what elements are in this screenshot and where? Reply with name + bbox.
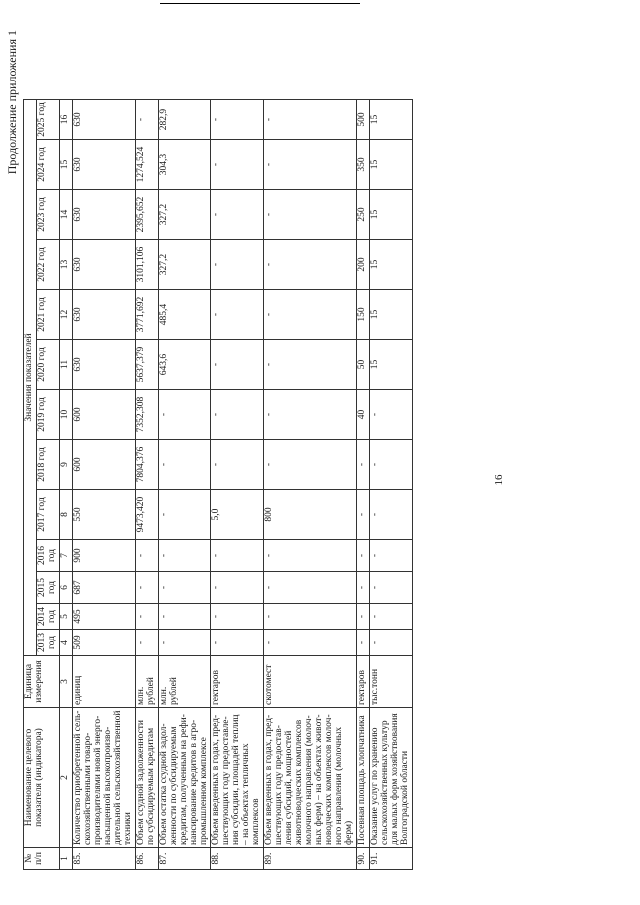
- value-cell: 1274,524: [135, 140, 158, 190]
- value-cell: 15: [370, 140, 413, 190]
- value-cell: 250: [357, 190, 370, 240]
- indicator-name: Объем введенных в годах, предшествующих году предоставления субсидии, площадей теплиц – на объектах тепличных комплексов: [211, 708, 264, 848]
- row-number: 86.: [135, 848, 158, 870]
- table-row: [158, 100, 211, 870]
- value-cell: -: [158, 390, 211, 440]
- value-cell: -: [211, 190, 264, 240]
- header-year: 2024 год: [36, 140, 59, 190]
- value-cell: 630: [72, 240, 135, 290]
- header-values-group: Значения показателей: [24, 100, 37, 656]
- rotated-page-content: [5, 30, 635, 870]
- value-cell: -: [211, 572, 264, 604]
- value-cell: -: [211, 340, 264, 390]
- value-cell: -: [370, 390, 413, 440]
- indicator-name: Объем остатка ссудной задолженности по субсидируемым кредитам, полученным на рефинансирование кредитов в агропромышленном комплексе: [158, 708, 211, 848]
- value-cell: -: [211, 630, 264, 656]
- value-cell: 2395,652: [135, 190, 158, 240]
- value-cell: -: [264, 540, 357, 572]
- table-row: [264, 100, 357, 870]
- value-cell: -: [158, 572, 211, 604]
- value-cell: 15: [370, 290, 413, 340]
- value-cell: -: [264, 140, 357, 190]
- value-cell: -: [264, 290, 357, 340]
- value-cell: 643,6: [158, 340, 211, 390]
- value-cell: -: [370, 572, 413, 604]
- unit-cell: гектаров: [211, 656, 264, 708]
- value-cell: -: [357, 630, 370, 656]
- value-cell: -: [357, 540, 370, 572]
- value-cell: -: [370, 604, 413, 630]
- header-col-number: 13: [59, 240, 72, 290]
- value-cell: 630: [72, 100, 135, 140]
- value-cell: -: [135, 540, 158, 572]
- value-cell: 687: [72, 572, 135, 604]
- value-cell: 7804,376: [135, 440, 158, 490]
- unit-cell: тыс.тонн: [370, 656, 413, 708]
- header-unit: Единица измерения: [24, 656, 60, 708]
- value-cell: -: [264, 572, 357, 604]
- value-cell: 15: [370, 190, 413, 240]
- header-year: 2022 год: [36, 240, 59, 290]
- value-cell: 630: [72, 340, 135, 390]
- value-cell: -: [264, 604, 357, 630]
- value-cell: -: [158, 630, 211, 656]
- value-cell: -: [158, 490, 211, 540]
- value-cell: -: [211, 540, 264, 572]
- header-year: 2016 год: [36, 540, 59, 572]
- value-cell: -: [264, 190, 357, 240]
- value-cell: 500: [357, 100, 370, 140]
- value-cell: 630: [72, 140, 135, 190]
- value-cell: -: [135, 572, 158, 604]
- top-rule: [160, 3, 360, 4]
- value-cell: -: [370, 540, 413, 572]
- header-col-number: 9: [59, 440, 72, 490]
- value-cell: 350: [357, 140, 370, 190]
- value-cell: 200: [357, 240, 370, 290]
- value-cell: -: [211, 290, 264, 340]
- value-cell: 600: [72, 440, 135, 490]
- indicator-name: Объем ссудной задолженности по субсидируемым кредитам: [135, 708, 158, 848]
- header-col-number: 1: [59, 848, 72, 870]
- unit-cell: скотомест: [264, 656, 357, 708]
- value-cell: 495: [72, 604, 135, 630]
- header-col-number: 10: [59, 390, 72, 440]
- value-cell: 509: [72, 630, 135, 656]
- row-number: 89.: [264, 848, 357, 870]
- continuation-label: Продолжение приложения 1: [5, 30, 19, 175]
- row-number: 87.: [158, 848, 211, 870]
- header-year: 2017 год: [36, 490, 59, 540]
- value-cell: -: [211, 604, 264, 630]
- table-row: [135, 100, 158, 870]
- value-cell: -: [158, 440, 211, 490]
- header-name: Наименование целевого показателя (индикатора): [24, 708, 60, 848]
- value-cell: -: [370, 630, 413, 656]
- value-cell: -: [357, 440, 370, 490]
- value-cell: 630: [72, 290, 135, 340]
- table-row: [370, 100, 413, 870]
- header-col-number: 2: [59, 708, 72, 848]
- header-col-number: 12: [59, 290, 72, 340]
- header-year: 2014 год: [36, 604, 59, 630]
- value-cell: -: [357, 490, 370, 540]
- value-cell: -: [211, 240, 264, 290]
- indicator-name: Количество приобретенной сельскохозяйственными товаропроизводителями новой энергонасыщенной высокопроизводительной сельскохозяйственной техники: [72, 708, 135, 848]
- value-cell: 50: [357, 340, 370, 390]
- value-cell: 15: [370, 240, 413, 290]
- value-cell: -: [357, 604, 370, 630]
- header-year: 2015 год: [36, 572, 59, 604]
- value-cell: 282,9: [158, 100, 211, 140]
- row-number: 90.: [357, 848, 370, 870]
- indicators-table: [23, 99, 413, 870]
- header-year: 2021 год: [36, 290, 59, 340]
- header-col-number: 3: [59, 656, 72, 708]
- value-cell: 5637,379: [135, 340, 158, 390]
- header-year: 2018 год: [36, 440, 59, 490]
- row-number: 88.: [211, 848, 264, 870]
- value-cell: -: [264, 340, 357, 390]
- value-cell: -: [135, 604, 158, 630]
- value-cell: 5,0: [211, 490, 264, 540]
- indicator-name: Посевная площадь хлопчатника: [357, 708, 370, 848]
- unit-cell: единиц: [72, 656, 135, 708]
- value-cell: 150: [357, 290, 370, 340]
- header-year: 2023 год: [36, 190, 59, 240]
- value-cell: -: [135, 630, 158, 656]
- header-year: 2013 год: [36, 630, 59, 656]
- value-cell: -: [211, 440, 264, 490]
- value-cell: 630: [72, 190, 135, 240]
- table-row: [72, 100, 135, 870]
- value-cell: 3771,692: [135, 290, 158, 340]
- header-col-number: 15: [59, 140, 72, 190]
- value-cell: -: [158, 604, 211, 630]
- unit-cell: гектаров: [357, 656, 370, 708]
- value-cell: -: [264, 630, 357, 656]
- value-cell: 304,3: [158, 140, 211, 190]
- value-cell: 7352,308: [135, 390, 158, 440]
- header-col-number: 14: [59, 190, 72, 240]
- value-cell: 15: [370, 340, 413, 390]
- header-col-number: 7: [59, 540, 72, 572]
- header-col-number: 11: [59, 340, 72, 390]
- value-cell: -: [357, 572, 370, 604]
- value-cell: 327,2: [158, 240, 211, 290]
- row-number: 85.: [72, 848, 135, 870]
- value-cell: 600: [72, 390, 135, 440]
- value-cell: 15: [370, 100, 413, 140]
- value-cell: 800: [264, 490, 357, 540]
- value-cell: -: [370, 490, 413, 540]
- row-number: 91.: [370, 848, 413, 870]
- value-cell: 900: [72, 540, 135, 572]
- value-cell: -: [264, 100, 357, 140]
- value-cell: 550: [72, 490, 135, 540]
- value-cell: 327,2: [158, 190, 211, 240]
- header-year: 2025 год: [36, 100, 59, 140]
- value-cell: -: [158, 540, 211, 572]
- header-num: № п/п: [24, 848, 60, 870]
- value-cell: 485,4: [158, 290, 211, 340]
- value-cell: -: [211, 100, 264, 140]
- value-cell: 40: [357, 390, 370, 440]
- value-cell: 3101,106: [135, 240, 158, 290]
- value-cell: -: [135, 100, 158, 140]
- value-cell: -: [264, 240, 357, 290]
- table-row: [357, 100, 370, 870]
- value-cell: 9473,420: [135, 490, 158, 540]
- unit-cell: млн. рублей: [158, 656, 211, 708]
- unit-cell: млн. рублей: [135, 656, 158, 708]
- header-col-number: 5: [59, 604, 72, 630]
- header-year: 2019 год: [36, 390, 59, 440]
- table-row: [211, 100, 264, 870]
- indicator-name: Объем введенных в годах, предшествующих году предоставления субсидий, мощностей животноводческих комплексов молочного направления (молочных ферм) – на объектах животноводческих комплексов молочного направления (молочных ферм): [264, 708, 357, 848]
- value-cell: -: [370, 440, 413, 490]
- header-col-number: 4: [59, 630, 72, 656]
- value-cell: -: [211, 390, 264, 440]
- header-col-number: 6: [59, 572, 72, 604]
- header-col-number: 16: [59, 100, 72, 140]
- value-cell: -: [211, 140, 264, 190]
- page-number: 16: [493, 474, 505, 486]
- value-cell: -: [264, 390, 357, 440]
- header-col-number: 8: [59, 490, 72, 540]
- indicator-name: Оказание услуг по хранению сельскохозяйственных культур для малых форм хозяйствования Волгоградской области: [370, 708, 413, 848]
- header-year: 2020 год: [36, 340, 59, 390]
- value-cell: -: [264, 440, 357, 490]
